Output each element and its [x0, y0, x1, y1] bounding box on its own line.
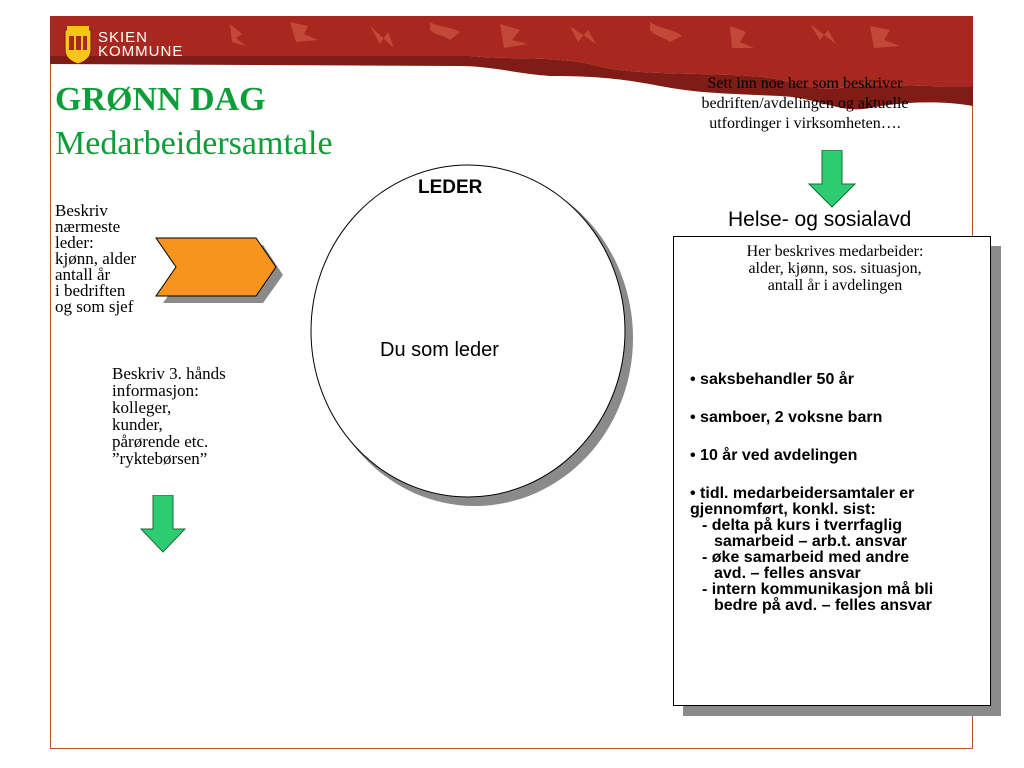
leader-label: LEDER	[418, 177, 483, 198]
coat-of-arms-icon	[64, 26, 92, 64]
leader-circle	[305, 160, 645, 510]
chevron-right-arrow-icon	[155, 237, 285, 303]
employee-details-list	[690, 372, 990, 614]
list-item: • tidl. medarbeidersamtaler er gjennomført, konkl. sist: - delta på kurs i tverrfaglig samarbeid – arb.t. ansvar - øke samarbeid med andre avd. – felles ansvar - intern kommunikasjon må bli bedre på avd. – felles ansvar	[690, 485, 934, 614]
logo-line2: KOMMUNE	[98, 43, 184, 60]
department-label: Helse- og sosialavd	[728, 208, 912, 231]
center-label: Du som leder	[380, 339, 499, 361]
logo-line1: SKIEN	[98, 29, 149, 46]
arrow-down-icon	[140, 495, 186, 553]
skien-kommune-logo	[64, 26, 183, 64]
page-title	[55, 78, 333, 166]
third-hand-info-text: Beskriv 3. hånds informasjon: kolleger, kunder, pårørende etc. ”ryktebørsen”	[112, 364, 226, 468]
employee-box-heading: Her beskrives medarbeider: alder, kjønn, sos. situasjon, antall år i avdelingen	[746, 243, 924, 294]
list-item: • 10 år ved avdelingen	[690, 447, 858, 464]
leader-description-text: Beskriv nærmeste leder: kjønn, alder antall år i bedriften og som sjef	[55, 201, 137, 316]
company-description-note: Sett inn noe her som beskriver bedriften/avdelingen og aktuelle utfordinger i virksomheten….	[701, 75, 909, 132]
list-item: • saksbehandler 50 år	[690, 371, 854, 388]
title-line1: GRØNN DAG	[55, 81, 266, 118]
arrow-down-icon	[808, 150, 856, 208]
title-line2: Medarbeidersamtale	[55, 125, 333, 162]
list-item: • samboer, 2 voksne barn	[690, 409, 883, 426]
